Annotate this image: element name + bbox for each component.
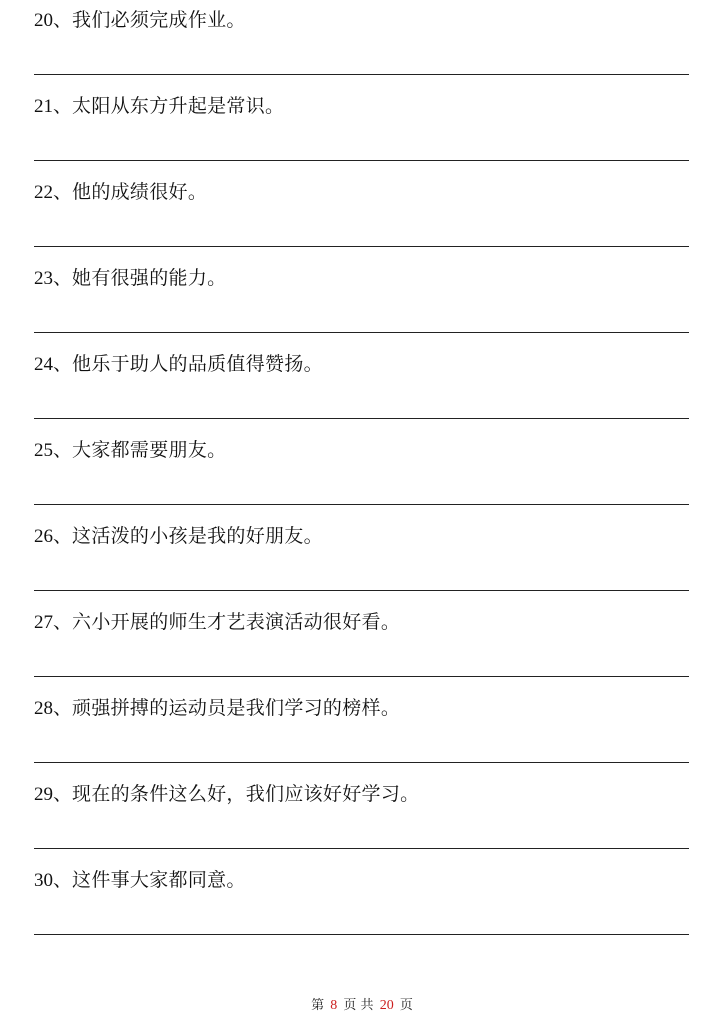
exercise-sentence [34,90,284,123]
exercise-item [0,560,724,646]
answer-line[interactable] [34,934,689,935]
exercise-sentence [34,864,246,897]
current-page-number: 8 [330,998,338,1013]
exercise-sentence [34,348,323,381]
exercise-sentence [34,778,419,811]
total-pages-number: 20 [379,998,394,1013]
exercise-number: 24、 [34,354,73,375]
exercise-text: 顽强拼搏的运动员是我们学习的榜样。 [72,697,401,719]
exercise-item [0,44,724,130]
exercise-number: 28、 [34,698,73,719]
exercise-number: 21、 [34,96,73,117]
page-footer [0,997,724,1015]
exercise-sentence [34,606,400,639]
exercise-text: 大家都需要朋友。 [72,439,227,461]
exercise-number: 30、 [34,870,73,891]
exercise-text: 我们必须完成作业。 [72,9,246,31]
footer-suffix: 页 [399,998,413,1013]
exercise-text: 她有很强的能力。 [72,267,227,289]
exercise-text: 他乐于助人的品质值得赞扬。 [72,353,323,375]
exercise-item [0,388,724,474]
exercise-sentence [34,520,323,553]
exercise-text: 这活泼的小孩是我的好朋友。 [72,525,323,547]
exercise-item [0,474,724,560]
exercise-item [0,646,724,732]
exercise-sentence [34,176,207,209]
exercise-sentence [34,692,400,725]
exercise-item [0,216,724,302]
footer-prefix: 第 [311,998,325,1013]
exercise-item [0,818,724,904]
exercise-sentence [34,262,226,295]
exercise-text: 这件事大家都同意。 [72,869,246,891]
exercise-item [0,732,724,818]
exercise-number: 22、 [34,182,73,203]
exercise-item [0,302,724,388]
exercise-number: 23、 [34,268,73,289]
exercise-number: 20、 [34,10,73,31]
exercise-number: 25、 [34,440,73,461]
exercise-text: 六小开展的师生才艺表演活动很好看。 [72,611,401,633]
exercise-item [0,0,724,44]
exercise-item [0,130,724,216]
exercise-text: 他的成绩很好。 [72,181,208,203]
exercise-text: 太阳从东方升起是常识。 [72,95,285,117]
exercise-sentence [34,4,246,37]
exercise-number: 26、 [34,526,73,547]
exercise-sentence [34,434,226,467]
exercise-number: 27、 [34,612,73,633]
exercise-text: 现在的条件这么好，我们应该好好学习。 [72,783,420,805]
exercise-number: 29、 [34,784,73,805]
footer-middle: 页 共 [343,998,374,1013]
